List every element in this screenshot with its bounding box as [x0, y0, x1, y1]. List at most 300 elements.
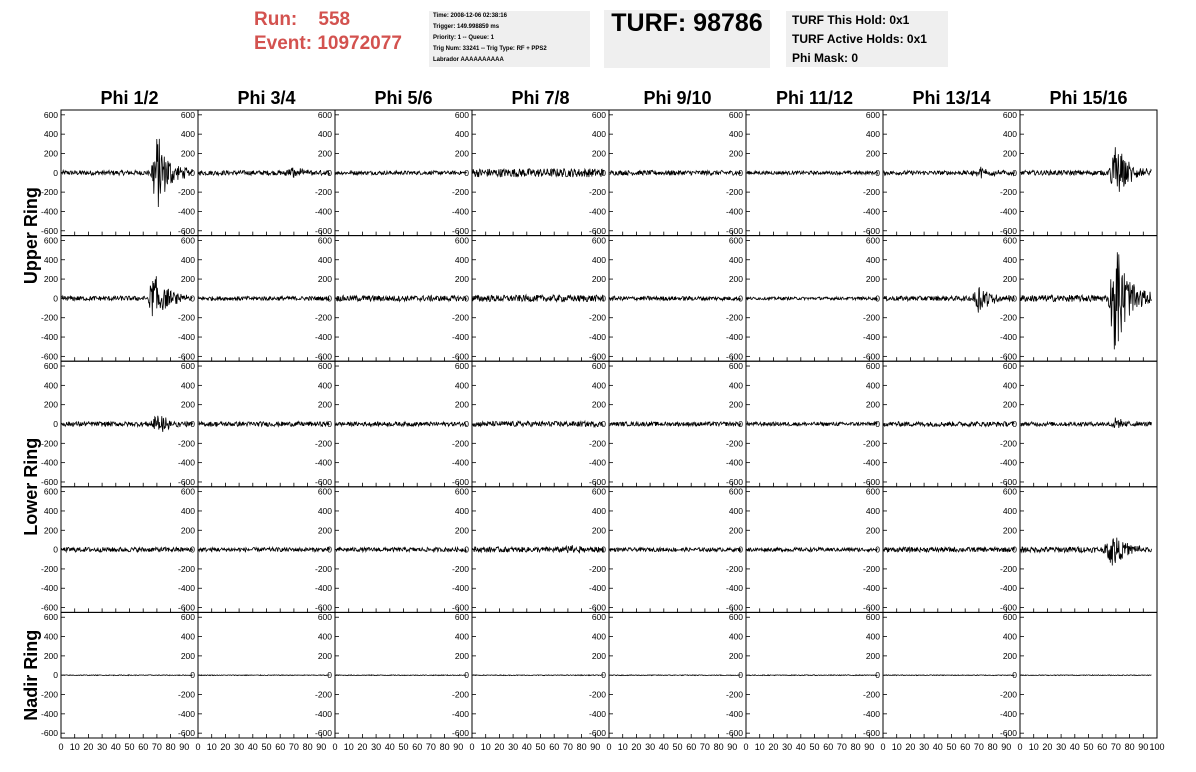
y-tick-label: -600 — [588, 602, 606, 613]
waveform-trace — [62, 276, 193, 316]
x-tick-label: 20 — [83, 742, 94, 752]
x-tick-label: 50 — [672, 742, 683, 752]
y-tick-label: 400 — [1002, 631, 1017, 642]
y-tick-label: 400 — [454, 631, 469, 642]
x-tick-label: 0 — [743, 742, 749, 752]
y-tick-label: -200 — [40, 187, 58, 198]
y-tick-label: 200 — [728, 525, 743, 536]
waveform-trace — [610, 548, 741, 552]
y-tick-label: 400 — [591, 505, 606, 516]
y-tick-label: -600 — [725, 351, 743, 362]
y-tick-label: 0 — [875, 419, 880, 429]
waveform-trace — [336, 171, 467, 175]
waveform-trace — [747, 422, 878, 426]
y-tick-label: -400 — [999, 583, 1017, 594]
x-tick-label: 10 — [343, 742, 354, 752]
y-tick-label: 400 — [728, 505, 743, 516]
y-tick-label: 200 — [865, 274, 880, 285]
y-tick-label: -600 — [725, 225, 743, 236]
y-tick-label: 0 — [53, 419, 58, 429]
y-tick-label: -200 — [40, 438, 58, 449]
y-tick-label: 400 — [43, 254, 58, 265]
y-tick-label: -400 — [314, 583, 332, 594]
y-tick-label: 600 — [43, 235, 58, 246]
y-tick-label: 600 — [180, 235, 195, 246]
x-tick-label: 50 — [398, 742, 409, 752]
x-tick-label: 30 — [782, 742, 793, 752]
y-tick-label: 0 — [1012, 419, 1017, 429]
y-tick-label: 200 — [865, 525, 880, 536]
y-tick-label: 200 — [454, 650, 469, 661]
y-tick-label: -200 — [999, 187, 1017, 198]
y-tick-label: -600 — [451, 476, 469, 487]
row-label: Nadir Ring — [21, 629, 41, 721]
y-tick-label: 400 — [865, 254, 880, 265]
info-time: Time: 2008-12-06 02:38:16 — [433, 13, 507, 19]
x-tick-label: 0 — [880, 742, 886, 752]
y-tick-label: -600 — [314, 225, 332, 236]
y-tick-label: 400 — [317, 631, 332, 642]
y-tick-label: 200 — [728, 274, 743, 285]
waveform-trace — [1021, 538, 1152, 566]
y-tick-label: 0 — [464, 167, 469, 178]
waveform-trace — [199, 675, 330, 676]
turf-this-hold: TURF This Hold: 0x1 — [792, 13, 910, 27]
x-tick-label: 30 — [919, 742, 930, 752]
y-tick-label: -400 — [725, 206, 743, 217]
x-tick-label: 30 — [508, 742, 519, 752]
y-tick-label: 400 — [317, 380, 332, 391]
y-tick-label: 400 — [865, 505, 880, 516]
x-tick-label: 40 — [110, 742, 121, 752]
y-tick-label: 0 — [190, 419, 195, 429]
y-tick-label: 0 — [738, 544, 743, 555]
y-tick-label: 600 — [1002, 612, 1017, 623]
waveform-trace — [747, 548, 878, 552]
y-tick-label: -400 — [725, 708, 743, 719]
y-tick-label: 600 — [591, 486, 606, 497]
x-tick-label: 90 — [864, 742, 875, 752]
y-tick-label: 0 — [327, 544, 332, 555]
x-tick-label: 60 — [138, 742, 149, 752]
x-tick-label: 70 — [425, 742, 436, 752]
y-tick-label: 600 — [454, 612, 469, 623]
y-tick-label: -600 — [862, 476, 880, 487]
y-tick-label: 200 — [317, 650, 332, 661]
y-tick-label: 600 — [728, 612, 743, 623]
y-tick-label: 600 — [317, 486, 332, 497]
x-tick-label: 70 — [151, 742, 162, 752]
waveform-trace — [610, 422, 741, 426]
x-tick-label: 60 — [960, 742, 971, 752]
y-tick-label: -400 — [588, 457, 606, 468]
y-tick-label: -200 — [588, 438, 606, 449]
x-tick-label: 60 — [686, 742, 697, 752]
x-tick-label: 10 — [617, 742, 628, 752]
y-tick-label: -200 — [314, 312, 332, 323]
y-tick-label: 200 — [454, 148, 469, 159]
y-tick-label: -600 — [725, 728, 743, 739]
x-tick-label: 40 — [1069, 742, 1080, 752]
y-tick-label: 400 — [180, 631, 195, 642]
y-tick-label: 0 — [875, 293, 880, 304]
x-tick-label: 30 — [1056, 742, 1067, 752]
column-header: Phi 1/2 — [100, 88, 159, 108]
y-tick-label: 0 — [327, 293, 332, 304]
y-tick-label: 200 — [43, 525, 58, 536]
y-tick-label: 600 — [728, 109, 743, 120]
y-tick-label: -400 — [177, 583, 195, 594]
x-tick-label: 80 — [987, 742, 998, 752]
y-tick-label: 200 — [1002, 525, 1017, 536]
y-tick-label: -400 — [999, 332, 1017, 343]
x-tick-label: 10 — [754, 742, 765, 752]
info-trigger: Trigger: 149.998859 ms — [433, 24, 500, 30]
x-tick-label: 40 — [932, 742, 943, 752]
waveform-trace — [199, 296, 330, 300]
y-tick-label: 400 — [865, 380, 880, 391]
x-tick-label: 20 — [357, 742, 368, 752]
y-tick-label: -600 — [40, 351, 58, 362]
y-tick-label: -200 — [177, 689, 195, 700]
x-tick-label: 50 — [1083, 742, 1094, 752]
y-tick-label: 200 — [43, 148, 58, 159]
y-tick-label: 0 — [190, 670, 195, 681]
y-tick-label: 600 — [1002, 235, 1017, 246]
y-tick-label: 400 — [591, 254, 606, 265]
x-tick-label: 0 — [606, 742, 612, 752]
y-tick-label: 0 — [601, 419, 606, 429]
y-tick-label: -200 — [725, 689, 743, 700]
y-tick-label: -400 — [40, 332, 58, 343]
y-tick-label: -200 — [314, 438, 332, 449]
column-header: Phi 5/6 — [374, 88, 433, 108]
y-tick-label: 0 — [1012, 293, 1017, 304]
y-tick-label: 200 — [317, 525, 332, 536]
waveform-trace — [747, 675, 878, 676]
y-tick-label: -200 — [725, 438, 743, 449]
x-tick-label: 40 — [795, 742, 806, 752]
y-tick-label: -400 — [588, 332, 606, 343]
y-tick-label: 0 — [53, 167, 58, 178]
y-tick-label: 0 — [601, 167, 606, 178]
x-tick-label: 30 — [645, 742, 656, 752]
y-tick-label: 600 — [728, 486, 743, 497]
y-tick-label: 0 — [190, 293, 195, 304]
x-tick-label: 40 — [521, 742, 532, 752]
y-tick-label: 600 — [865, 486, 880, 497]
y-tick-label: -400 — [862, 332, 880, 343]
y-tick-label: 200 — [1002, 274, 1017, 285]
y-tick-label: -400 — [862, 583, 880, 594]
y-tick-label: -200 — [725, 187, 743, 198]
y-tick-label: -200 — [314, 689, 332, 700]
y-tick-label: 400 — [317, 505, 332, 516]
x-tick-label: 90 — [1138, 742, 1149, 752]
x-tick-label: 50 — [809, 742, 820, 752]
y-tick-label: 600 — [317, 235, 332, 246]
y-tick-label: 0 — [53, 293, 58, 304]
y-tick-label: 0 — [53, 544, 58, 555]
x-tick-label: 60 — [412, 742, 423, 752]
y-tick-label: -600 — [314, 602, 332, 613]
y-tick-label: -600 — [451, 351, 469, 362]
y-tick-label: -600 — [40, 728, 58, 739]
x-tick-label: 90 — [727, 742, 738, 752]
x-tick-label: 30 — [97, 742, 108, 752]
waveform-trace — [884, 675, 1015, 676]
waveform-trace — [1021, 147, 1152, 192]
y-tick-label: -400 — [314, 332, 332, 343]
x-tick-label: 80 — [302, 742, 313, 752]
y-tick-label: -200 — [999, 312, 1017, 323]
y-tick-label: -400 — [862, 708, 880, 719]
y-tick-label: 600 — [43, 612, 58, 623]
info-priority: Priority: 1 -- Queue: 1 — [433, 35, 495, 41]
y-tick-label: -400 — [40, 457, 58, 468]
y-tick-label: 200 — [591, 650, 606, 661]
y-tick-label: 400 — [454, 505, 469, 516]
y-tick-label: -200 — [314, 187, 332, 198]
y-tick-label: -600 — [999, 602, 1017, 613]
waveform-trace — [747, 171, 878, 174]
y-tick-label: -600 — [588, 476, 606, 487]
column-header: Phi 7/8 — [511, 88, 570, 108]
y-tick-label: 0 — [190, 167, 195, 178]
waveform-trace — [62, 139, 193, 207]
y-tick-label: -200 — [588, 312, 606, 323]
turf-label: TURF: 98786 — [611, 9, 763, 37]
y-tick-label: 200 — [1002, 650, 1017, 661]
y-tick-label: 0 — [601, 293, 606, 304]
x-tick-label: 20 — [1042, 742, 1053, 752]
x-tick-label: 10 — [69, 742, 80, 752]
x-tick-label: 70 — [699, 742, 710, 752]
y-tick-label: -400 — [451, 708, 469, 719]
y-tick-label: 200 — [865, 148, 880, 159]
waveform-trace — [610, 675, 741, 676]
y-tick-label: 400 — [591, 129, 606, 140]
waveform-trace — [473, 421, 604, 426]
x-tick-label: 50 — [261, 742, 272, 752]
y-tick-label: -200 — [40, 563, 58, 574]
y-tick-label: 0 — [327, 167, 332, 178]
x-tick-label: 90 — [590, 742, 601, 752]
y-tick-label: -200 — [862, 438, 880, 449]
y-tick-label: -200 — [588, 187, 606, 198]
y-tick-label: -600 — [862, 602, 880, 613]
y-tick-label: 0 — [1012, 670, 1017, 681]
y-tick-label: -400 — [999, 708, 1017, 719]
y-tick-label: 600 — [1002, 486, 1017, 497]
y-tick-label: -200 — [451, 312, 469, 323]
y-tick-label: 600 — [454, 109, 469, 120]
y-tick-label: -600 — [725, 602, 743, 613]
y-tick-label: -400 — [314, 708, 332, 719]
y-tick-label: 200 — [1002, 399, 1017, 410]
y-tick-label: -200 — [314, 563, 332, 574]
y-tick-label: 200 — [454, 399, 469, 410]
y-tick-label: 400 — [1002, 254, 1017, 265]
y-tick-label: 400 — [591, 380, 606, 391]
y-tick-label: 600 — [454, 486, 469, 497]
waveform-trace — [1021, 252, 1152, 349]
y-tick-label: 0 — [327, 670, 332, 681]
y-tick-label: -400 — [314, 206, 332, 217]
y-tick-label: -200 — [177, 563, 195, 574]
y-tick-label: -200 — [40, 689, 58, 700]
y-tick-label: -200 — [862, 689, 880, 700]
y-tick-label: 400 — [454, 129, 469, 140]
y-tick-label: -400 — [588, 708, 606, 719]
y-tick-label: -600 — [451, 602, 469, 613]
y-tick-label: -200 — [451, 689, 469, 700]
y-tick-label: -600 — [314, 476, 332, 487]
y-tick-label: 0 — [464, 670, 469, 681]
y-tick-label: -600 — [999, 225, 1017, 236]
waveform-trace — [473, 545, 604, 553]
y-tick-label: -600 — [40, 602, 58, 613]
y-tick-label: -600 — [451, 728, 469, 739]
y-tick-label: -600 — [588, 351, 606, 362]
y-tick-label: 0 — [738, 293, 743, 304]
y-tick-label: 600 — [317, 109, 332, 120]
y-tick-label: -400 — [177, 457, 195, 468]
y-tick-label: -400 — [177, 708, 195, 719]
info-trig-num: Trig Num: 33241 -- Trig Type: RF + PPS2 — [433, 46, 547, 52]
x-tick-label: 0 — [469, 742, 475, 752]
column-header: Phi 11/12 — [775, 88, 854, 108]
y-tick-label: -600 — [177, 351, 195, 362]
y-tick-label: 200 — [454, 525, 469, 536]
waveform-trace — [199, 422, 330, 427]
y-tick-label: -600 — [314, 351, 332, 362]
y-tick-label: 400 — [43, 380, 58, 391]
y-tick-label: -400 — [451, 583, 469, 594]
waveform-trace — [747, 297, 878, 300]
x-tick-label: 80 — [850, 742, 861, 752]
waveform-trace — [884, 167, 1015, 179]
y-tick-label: 400 — [728, 380, 743, 391]
y-tick-label: 600 — [454, 235, 469, 246]
y-tick-label: 400 — [43, 129, 58, 140]
y-tick-label: 600 — [43, 361, 58, 372]
y-tick-label: -600 — [999, 728, 1017, 739]
y-tick-label: -200 — [588, 563, 606, 574]
waveform-trace — [1021, 418, 1152, 428]
waveform-trace — [1021, 675, 1152, 676]
y-tick-label: -600 — [999, 476, 1017, 487]
event-label: Event: 10972077 — [254, 33, 402, 54]
y-tick-label: 0 — [738, 419, 743, 429]
x-tick-label: 50 — [946, 742, 957, 752]
x-tick-label: 60 — [275, 742, 286, 752]
x-tick-label: 20 — [220, 742, 231, 752]
y-tick-label: -200 — [588, 689, 606, 700]
waveform-trace — [62, 416, 193, 432]
x-tick-label: 50 — [124, 742, 135, 752]
x-tick-label: 20 — [494, 742, 505, 752]
y-tick-label: -600 — [588, 728, 606, 739]
waveform-trace — [884, 422, 1015, 427]
column-header: Phi 13/14 — [912, 88, 991, 108]
x-tick-label: 80 — [576, 742, 587, 752]
x-tick-label: 100 — [1149, 742, 1165, 752]
x-tick-label: 10 — [1028, 742, 1039, 752]
x-tick-label: 20 — [905, 742, 916, 752]
waveform-trace — [62, 547, 193, 552]
y-tick-label: 200 — [454, 274, 469, 285]
y-tick-label: 400 — [728, 254, 743, 265]
waveform-trace — [884, 547, 1015, 552]
x-tick-label: 0 — [332, 742, 338, 752]
y-tick-label: 200 — [865, 650, 880, 661]
y-tick-label: 600 — [43, 486, 58, 497]
y-tick-label: 600 — [180, 109, 195, 120]
y-tick-label: 400 — [728, 129, 743, 140]
waveform-trace — [473, 675, 604, 676]
y-tick-label: 0 — [875, 167, 880, 178]
y-tick-label: -600 — [725, 476, 743, 487]
y-tick-label: 200 — [317, 274, 332, 285]
waveform-trace — [336, 675, 467, 676]
y-tick-label: 400 — [1002, 129, 1017, 140]
y-tick-label: 0 — [464, 544, 469, 555]
waveform-trace — [336, 548, 467, 552]
y-tick-label: -200 — [177, 187, 195, 198]
waveform-trace — [336, 422, 467, 426]
x-tick-label: 70 — [562, 742, 573, 752]
waveform-trace — [610, 296, 741, 300]
y-tick-label: 200 — [591, 399, 606, 410]
x-tick-label: 50 — [535, 742, 546, 752]
waveform-trace — [610, 170, 741, 175]
x-tick-label: 90 — [1001, 742, 1012, 752]
y-tick-label: 200 — [180, 525, 195, 536]
y-tick-label: 0 — [875, 544, 880, 555]
x-tick-label: 40 — [658, 742, 669, 752]
y-tick-label: 400 — [865, 129, 880, 140]
y-tick-label: 200 — [1002, 148, 1017, 159]
y-tick-label: 600 — [728, 235, 743, 246]
y-tick-label: -600 — [999, 351, 1017, 362]
y-tick-label: 400 — [1002, 505, 1017, 516]
x-tick-label: 20 — [631, 742, 642, 752]
y-tick-label: -600 — [177, 225, 195, 236]
y-tick-label: 400 — [180, 505, 195, 516]
waveform-trace — [62, 675, 193, 676]
y-tick-label: 200 — [180, 399, 195, 410]
y-tick-label: -200 — [862, 312, 880, 323]
x-tick-label: 70 — [836, 742, 847, 752]
y-tick-label: 400 — [180, 254, 195, 265]
waveform-trace — [199, 548, 330, 552]
y-tick-label: -600 — [862, 225, 880, 236]
column-header: Phi 15/16 — [1049, 88, 1128, 108]
y-tick-label: 400 — [317, 129, 332, 140]
x-tick-label: 90 — [179, 742, 190, 752]
y-tick-label: -200 — [862, 187, 880, 198]
y-tick-label: -200 — [725, 312, 743, 323]
y-tick-label: 400 — [1002, 380, 1017, 391]
y-tick-label: 0 — [190, 544, 195, 555]
x-tick-label: 70 — [1110, 742, 1121, 752]
y-tick-label: 200 — [728, 650, 743, 661]
y-tick-label: 200 — [728, 399, 743, 410]
y-tick-label: 200 — [180, 148, 195, 159]
y-tick-label: -400 — [40, 206, 58, 217]
y-tick-label: 600 — [180, 486, 195, 497]
